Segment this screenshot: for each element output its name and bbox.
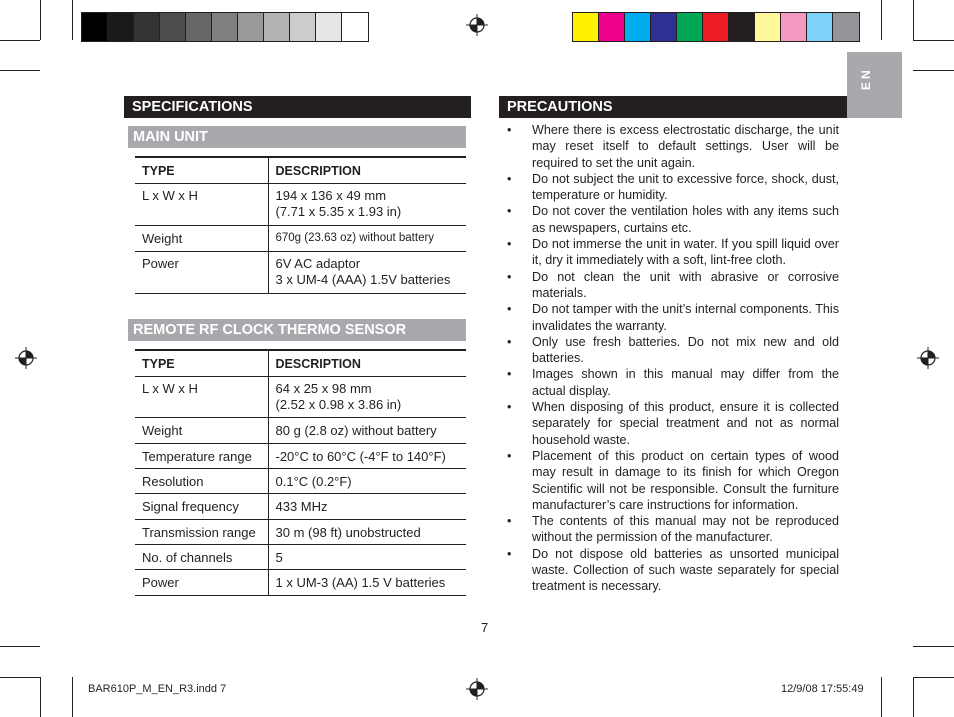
- spec-description-line: (2.52 x 0.98 x 3.86 in): [275, 396, 402, 412]
- crop-mark: [40, 677, 41, 717]
- color-swatch: [264, 13, 290, 41]
- color-swatch: [755, 13, 781, 41]
- color-swatch: [238, 13, 264, 41]
- registration-mark-icon: [917, 347, 939, 369]
- precautions-heading: PRECAUTIONS: [499, 96, 847, 118]
- color-swatch: [108, 13, 134, 41]
- spec-description-line: 6V AC adaptor: [275, 255, 361, 271]
- spec-description: 80 g (2.8 oz) without battery: [268, 417, 466, 443]
- crop-mark: [913, 677, 954, 678]
- table-row: [135, 376, 466, 417]
- remote-sensor-table: [135, 349, 466, 596]
- color-swatch: [82, 13, 108, 41]
- spec-type: Power: [135, 569, 268, 595]
- registration-mark-icon: [466, 14, 488, 36]
- spec-type: No. of channels: [135, 544, 268, 569]
- table-row: [135, 544, 466, 569]
- table-row: [135, 183, 466, 225]
- spec-description: [268, 251, 466, 293]
- spec-type: L x W x H: [135, 376, 268, 417]
- spec-description: 30 m (98 ft) unobstructed: [268, 519, 466, 544]
- color-swatch: [134, 13, 160, 41]
- list-item: • Only use fresh batteries. Do not mix new and old batteries.: [505, 334, 839, 367]
- table-row: [135, 225, 466, 251]
- spec-description: 1 x UM-3 (AA) 1.5 V batteries: [268, 569, 466, 595]
- table-row: [135, 493, 466, 519]
- crop-mark: [0, 40, 40, 41]
- table-header-type: TYPE: [135, 350, 268, 376]
- crop-mark: [881, 677, 882, 717]
- list-item: • Images shown in this manual may differ from the actual display.: [505, 366, 839, 399]
- spec-description-line: 3 x UM-4 (AAA) 1.5V batteries: [275, 271, 451, 287]
- color-swatch: [290, 13, 316, 41]
- spec-description: 433 MHz: [268, 493, 466, 519]
- specifications-heading: SPECIFICATIONS: [124, 96, 471, 118]
- crop-mark: [0, 70, 40, 71]
- language-tab: [847, 52, 902, 118]
- main-unit-heading: MAIN UNIT: [128, 126, 466, 148]
- table-header-type: TYPE: [135, 157, 268, 183]
- spec-type: Power: [135, 251, 268, 293]
- crop-mark: [881, 0, 882, 40]
- spec-description: [268, 183, 466, 225]
- crop-mark: [913, 0, 914, 40]
- precautions-list: [505, 122, 839, 595]
- list-item: • When disposing of this product, ensure it is collected separately for special treatment and not as normal household waste.: [505, 399, 839, 448]
- table-row: [135, 417, 466, 443]
- color-swatch: [781, 13, 807, 41]
- registration-mark-icon: [466, 678, 488, 700]
- spec-description: 670g (23.63 oz) without battery: [268, 225, 466, 251]
- color-swatch: [651, 13, 677, 41]
- list-item: • Do not subject the unit to excessive force, shock, dust, temperature or humidity.: [505, 171, 839, 204]
- color-swatch: [573, 13, 599, 41]
- spec-type: Signal frequency: [135, 493, 268, 519]
- crop-mark: [913, 70, 954, 71]
- crop-mark: [0, 677, 40, 678]
- color-swatch: [160, 13, 186, 41]
- color-swatch: [833, 13, 859, 41]
- spec-type: Transmission range: [135, 519, 268, 544]
- color-swatch: [729, 13, 755, 41]
- registration-mark-icon: [15, 347, 37, 369]
- color-swatch: [807, 13, 833, 41]
- table-header-description: DESCRIPTION: [268, 157, 466, 183]
- crop-mark: [913, 677, 914, 717]
- grayscale-bar: [81, 12, 369, 42]
- color-swatch: [342, 13, 368, 41]
- table-row: [135, 519, 466, 544]
- list-item: • Do not clean the unit with abrasive or corrosive materials.: [505, 269, 839, 302]
- color-swatch: [212, 13, 238, 41]
- spec-description: 5: [268, 544, 466, 569]
- color-swatch: [316, 13, 342, 41]
- spec-description-line: 64 x 25 x 98 mm: [275, 380, 372, 396]
- table-row: [135, 468, 466, 493]
- spec-description-line: 194 x 136 x 49 mm: [275, 187, 387, 203]
- table-row: [135, 443, 466, 468]
- list-item: • Do not cover the ventilation holes with any items such as newspapers, curtains etc.: [505, 203, 839, 236]
- list-item: • Do not immerse the unit in water. If you spill liquid over it, dry it immediately with a soft, lint-free cloth.: [505, 236, 839, 269]
- spec-type: Weight: [135, 417, 268, 443]
- crop-mark: [913, 40, 954, 41]
- crop-mark: [0, 646, 40, 647]
- spec-description-line: (7.71 x 5.35 x 1.93 in): [275, 203, 402, 219]
- list-item: • The contents of this manual may not be reproduced without the permission of the manufacturer.: [505, 513, 839, 546]
- spec-description: [268, 376, 466, 417]
- spec-type: L x W x H: [135, 183, 268, 225]
- language-tab-label: EN: [859, 67, 873, 90]
- footer-file-name: BAR610P_M_EN_R3.indd 7: [88, 683, 227, 695]
- list-item: • Where there is excess electrostatic discharge, the unit may reset itself to default settings. User will be required to set the unit again.: [505, 122, 839, 171]
- spec-type: Weight: [135, 225, 268, 251]
- color-bar: [572, 12, 860, 42]
- color-swatch: [625, 13, 651, 41]
- color-swatch: [677, 13, 703, 41]
- crop-mark: [40, 0, 41, 40]
- spec-type: Temperature range: [135, 443, 268, 468]
- remote-sensor-heading: REMOTE RF CLOCK THERMO SENSOR: [128, 319, 466, 341]
- table-row: [135, 251, 466, 293]
- crop-mark: [72, 0, 73, 40]
- crop-mark: [72, 677, 73, 717]
- footer-timestamp: 12/9/08 17:55:49: [781, 683, 864, 695]
- table-header-description: DESCRIPTION: [268, 350, 466, 376]
- color-swatch: [186, 13, 212, 41]
- main-unit-table: [135, 156, 466, 294]
- spec-type: Resolution: [135, 468, 268, 493]
- spec-description: -20°C to 60°C (-4°F to 140°F): [268, 443, 466, 468]
- crop-mark: [913, 646, 954, 647]
- spec-description: 0.1°C (0.2°F): [268, 468, 466, 493]
- list-item: • Placement of this product on certain types of wood may result in damage to its finish for which Oregon Scientific will not be responsible. Consult the furniture manufacturer’s care instructions for information.: [505, 448, 839, 513]
- color-swatch: [703, 13, 729, 41]
- list-item: • Do not dispose old batteries as unsorted municipal waste. Collection of such waste separately for special treatment is necessary.: [505, 546, 839, 595]
- color-swatch: [599, 13, 625, 41]
- page-number: 7: [481, 620, 489, 635]
- list-item: • Do not tamper with the unit’s internal components. This invalidates the warranty.: [505, 301, 839, 334]
- table-row: [135, 569, 466, 595]
